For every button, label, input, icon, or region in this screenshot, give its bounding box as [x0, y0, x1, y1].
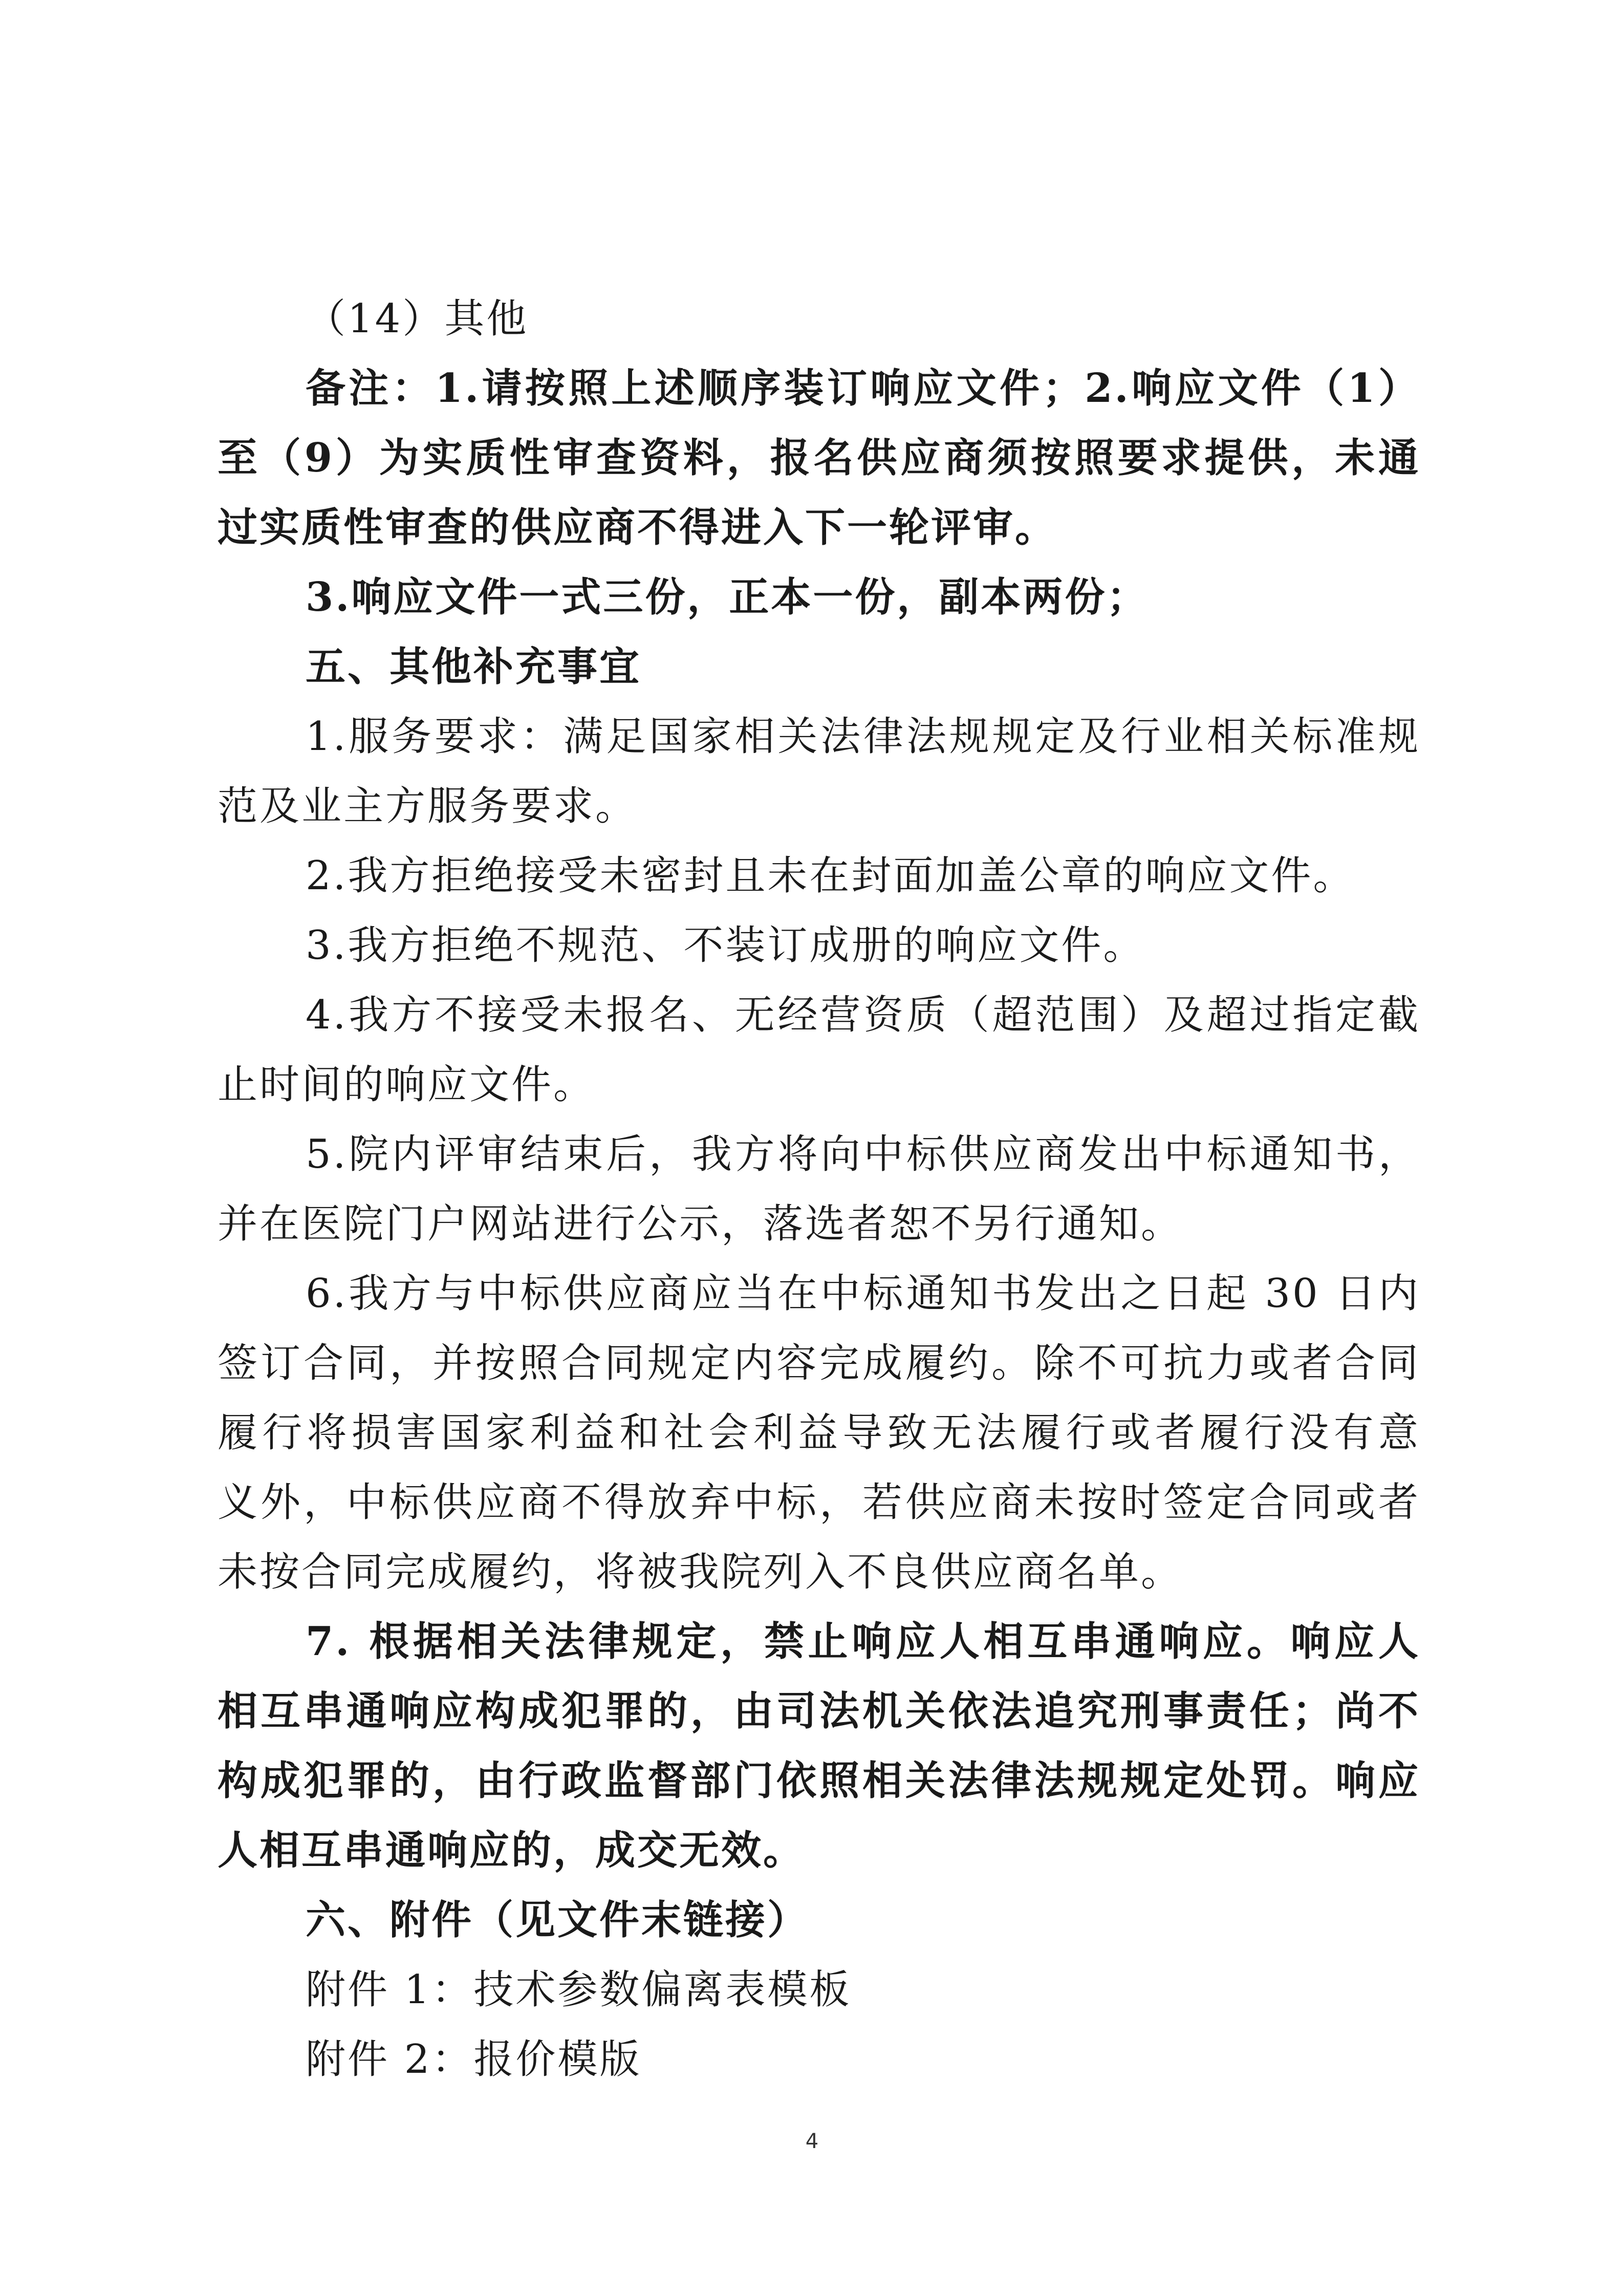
clause-6-line-1: 6.我方与中标供应商应当在中标通知书发出之日起 30 日内	[306, 1271, 1420, 1317]
clause-5-line-1: 5.院内评审结束后，我方将向中标供应商发出中标通知书，	[306, 1131, 1420, 1177]
clause-6-line-2: 签订合同，并按照合同规定内容完成履约。除不可抗力或者合同	[218, 1340, 1420, 1386]
clause-4-line-2: 止时间的响应文件。	[218, 1062, 596, 1108]
page-number: 4	[805, 2130, 819, 2153]
section-heading-6: 六、附件（见文件末链接）	[306, 1897, 810, 1943]
clause-7-line-3: 构成犯罪的，由行政监督部门依照相关法律法规规定处罚。响应	[218, 1757, 1420, 1804]
clause-5-line-2: 并在医院门户网站进行公示，落选者恕不另行通知。	[218, 1201, 1183, 1247]
clause-1-line-1: 1.服务要求：满足国家相关法律法规规定及行业相关标准规	[306, 714, 1420, 760]
clause-7-line-2: 相互串通响应构成犯罪的，由司法机关依法追究刑事责任；尚不	[218, 1688, 1420, 1734]
section-heading-5: 五、其他补充事宜	[306, 643, 642, 690]
clause-6-line-5: 未按合同完成履约，将被我院列入不良供应商名单。	[218, 1549, 1183, 1595]
attachment-2: 附件 2：报价模版	[306, 2036, 642, 2083]
attachment-1: 附件 1：技术参数偏离表模板	[306, 1967, 852, 2013]
clause-6-line-4: 义外，中标供应商不得放弃中标，若供应商未按时签定合同或者	[218, 1479, 1420, 1526]
clause-2: 2.我方拒绝接受未密封且未在封面加盖公章的响应文件。	[306, 853, 1355, 899]
clause-3: 3.我方拒绝不规范、不装订成册的响应文件。	[306, 922, 1145, 969]
clause-7-line-4: 人相互串通响应的，成交无效。	[218, 1827, 806, 1874]
document-body	[218, 284, 1420, 2094]
remark-line-2: 至（9）为实质性审查资料，报名供应商须按照要求提供，未通	[218, 435, 1420, 481]
clause-7-line-1: 7. 根据相关法律规定，禁止响应人相互串通响应。响应人	[306, 1618, 1420, 1665]
clause-6-line-3: 履行将损害国家利益和社会利益导致无法履行或者履行没有意	[218, 1410, 1420, 1456]
remark-line-1: 备注：1.请按照上述顺序装订响应文件；2.响应文件（1）	[306, 365, 1420, 412]
remark-line-3: 过实质性审查的供应商不得进入下一轮评审。	[218, 504, 1057, 551]
clause-4-line-1: 4.我方不接受未报名、无经营资质（超范围）及超过指定截	[306, 992, 1420, 1038]
item-14-other: （14）其他	[306, 296, 529, 342]
copies-requirement: 3.响应文件一式三份，正本一份，副本两份；	[306, 574, 1149, 620]
clause-1-line-2: 范及业主方服务要求。	[218, 783, 638, 829]
